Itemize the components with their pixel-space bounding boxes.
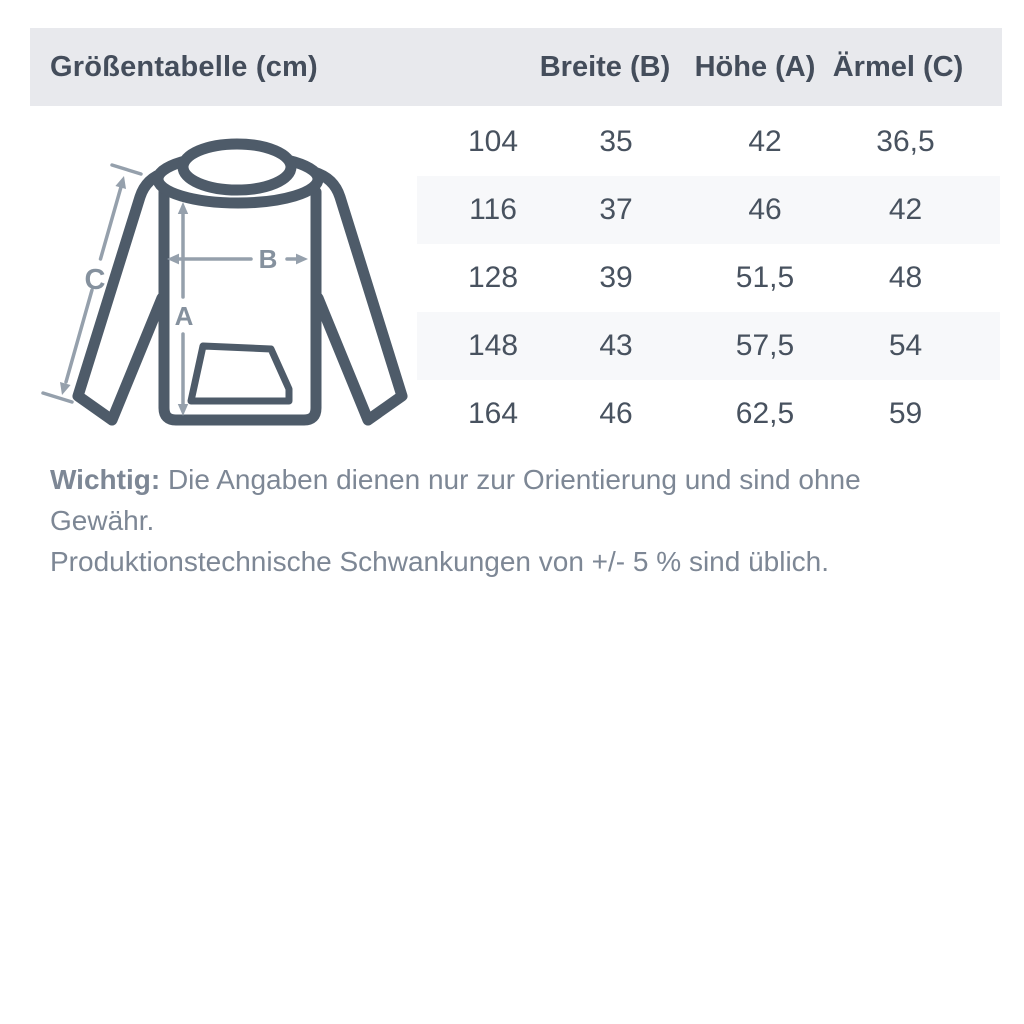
measure-tick-c-top: [112, 165, 141, 174]
hoehe-cell: 46: [748, 193, 782, 226]
aermel-cell: 59: [888, 397, 923, 430]
size-cell: 148: [467, 329, 519, 362]
disclaimer-note-line2: Produktionstechnische Schwankungen von +/- 5 % sind üblich.: [50, 546, 830, 577]
aermel-cell: 42: [888, 193, 923, 226]
breite-cell: 35: [599, 125, 633, 158]
hoehe-cell: 62,5: [735, 397, 795, 430]
hoehe-cell: 42: [748, 125, 782, 158]
table-row: [417, 380, 1000, 448]
table-row: [417, 176, 1000, 244]
hoodie-pocket: [191, 346, 289, 401]
aermel-cell: 36,5: [876, 125, 935, 158]
disclaimer-note-line1: Die Angaben dienen nur zur Orientierung und sind ohne Gewähr.: [50, 464, 861, 536]
measure-label-a: A: [174, 301, 194, 331]
disclaimer-note: [50, 459, 970, 582]
hoodie-hood: [183, 144, 291, 190]
breite-cell: 46: [599, 397, 633, 430]
hoehe-cell: 51,5: [735, 261, 795, 294]
size-cell: 128: [467, 261, 519, 294]
aermel-cell: 48: [888, 261, 923, 294]
aermel-cell: 54: [888, 329, 923, 362]
size-cell: 164: [467, 397, 519, 430]
breite-cell: 37: [599, 193, 633, 226]
table-row: [417, 312, 1000, 380]
breite-cell: 43: [599, 329, 633, 362]
arrowhead-c-down: [60, 382, 71, 395]
hoehe-cell: 57,5: [735, 329, 795, 362]
measure-arrow-c-upper: [101, 187, 122, 259]
column-header-aermel: Ärmel (C): [832, 50, 964, 83]
size-cell: 116: [469, 193, 517, 226]
hoodie-measurement-diagram: [40, 112, 430, 452]
column-header-hoehe: Höhe (A): [694, 50, 816, 83]
disclaimer-note-bold: Wichtig:: [50, 464, 161, 495]
column-header-breite: Breite (B): [539, 50, 671, 83]
breite-cell: 39: [599, 261, 633, 294]
measure-tick-c-bottom: [43, 393, 72, 402]
table-row: [417, 244, 1000, 312]
column-headers: [530, 28, 1002, 106]
hoodie-right-sleeve: [314, 172, 402, 420]
arrowhead-c-up: [115, 176, 126, 189]
page-title: Größentabelle (cm): [50, 50, 318, 83]
table-header-band: [30, 28, 1002, 106]
size-table: [417, 108, 1000, 448]
measure-label-b: B: [258, 244, 278, 274]
table-row: [417, 108, 1000, 176]
measure-label-c: C: [84, 264, 106, 296]
size-cell: 104: [467, 125, 519, 158]
